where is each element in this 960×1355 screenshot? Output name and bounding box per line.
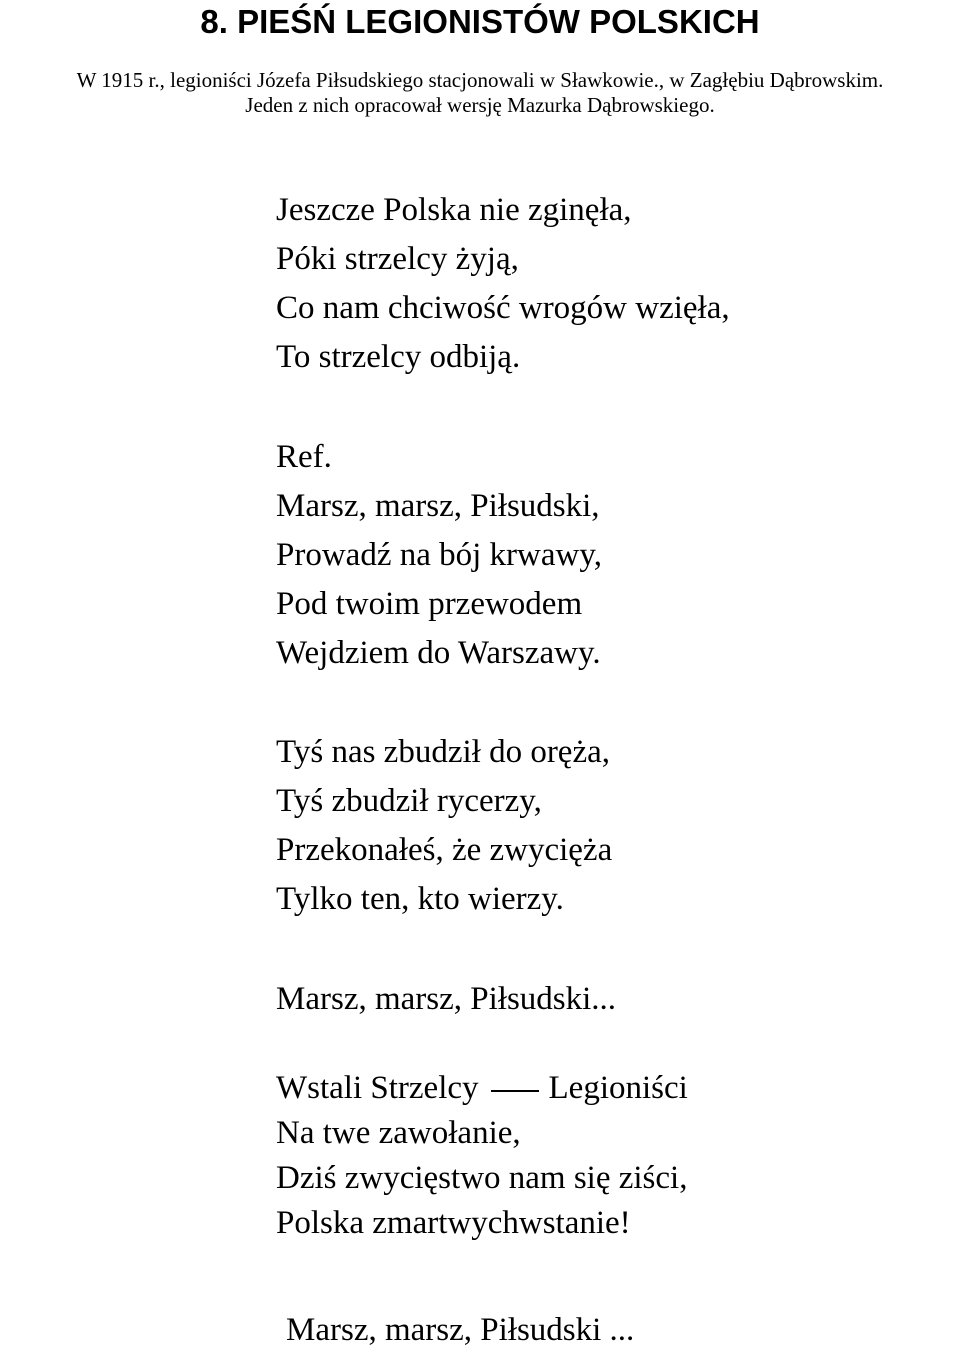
verse-line: Tyś zbudził rycerzy, <box>276 783 542 819</box>
intro-line: Jeden z nich opracował wersję Mazurka Dąbrowskiego. <box>245 93 715 117</box>
chorus-repeat-1 <box>276 975 616 1024</box>
stanza-3 <box>276 1066 688 1246</box>
verse-line: Co nam chciwość wrogów wzięła, <box>276 290 730 326</box>
verse-line: Na twe zawołanie, <box>276 1115 521 1151</box>
em-dash <box>491 1090 539 1092</box>
chorus-repeat-2 <box>286 1306 634 1355</box>
verse-line: Dziś zwycięstwo nam się ziści, <box>276 1160 688 1196</box>
verse-line: Wejdziem do Warszawy. <box>276 635 601 671</box>
verse-line: Przekonałeś, że zwycięża <box>276 832 613 868</box>
verse-line: Marsz, marsz, Piłsudski ... <box>286 1312 635 1348</box>
verse-line: Póki strzelcy żyją, <box>276 241 519 277</box>
stanza-1 <box>276 186 730 382</box>
refrain <box>276 433 602 678</box>
page-title: 8. PIEŚŃ LEGIONISTÓW POLSKICH <box>200 3 760 40</box>
verse-line: Marsz, marsz, Piłsudski... <box>276 981 617 1017</box>
intro-paragraph <box>0 68 960 118</box>
verse-line: Polska zmartwychwstanie! <box>276 1205 631 1241</box>
verse-line <box>276 1066 688 1111</box>
verse-line: To strzelcy odbiją. <box>276 339 521 375</box>
verse-line: Pod twoim przewodem <box>276 586 583 622</box>
verse-line: Marsz, marsz, Piłsudski, <box>276 488 600 524</box>
verse-line: Prowadź na bój krwawy, <box>276 537 602 573</box>
verse-line: Tyś nas zbudził do oręża, <box>276 734 610 770</box>
verse-line: Tylko ten, kto wierzy. <box>276 881 564 917</box>
verse-fragment: Legioniści <box>548 1070 688 1106</box>
verse-line: Jeszcze Polska nie zginęła, <box>276 192 632 228</box>
verse-fragment: Wstali Strzelcy <box>276 1070 479 1106</box>
intro-line: W 1915 r., legioniści Józefa Piłsudskiego stacjonowali w Sławkowie., w Zagłębiu Dąbrowskim. <box>76 68 884 92</box>
refrain-label: Ref. <box>276 439 332 475</box>
stanza-2 <box>276 728 612 924</box>
